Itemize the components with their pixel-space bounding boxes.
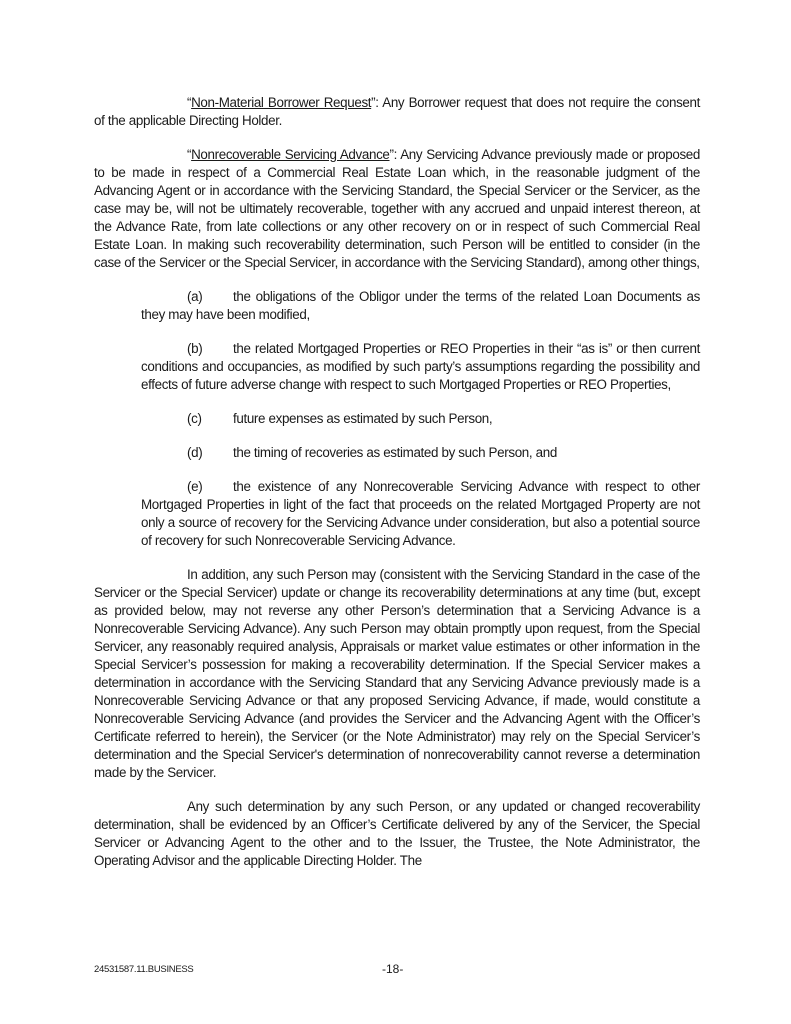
- list-item-label: (d): [187, 445, 203, 460]
- definition-non-material-borrower-request: [94, 94, 700, 130]
- list-item-label: (e): [187, 479, 203, 494]
- list-item-text: the obligations of the Obligor under the terms of the related Loan Documents as they may have been modified,: [141, 289, 700, 322]
- open-quote: “: [187, 147, 192, 162]
- list-item: [141, 478, 700, 550]
- body-paragraph: In addition, any such Person may (consistent with the Servicing Standard in the case of the Servicer or the Special Servicer) update or change its recoverability determinations at any time (but, except as provided below, may not reverse any other Person’s determination that a Servicing Advance is a Nonrecoverable Servicing Advance). Any such Person may obtain promptly upon request, from the Special Servicer, any reasonably required analysis, Appraisals or market value estimates or other information in the Special Servicer’s possession for making a recoverability determination. If the Special Servicer makes a determination in accordance with the Servicing Standard that any Servicing Advance previously made is a Nonrecoverable Servicing Advance or that any proposed Servicing Advance, if made, would constitute a Nonrecoverable Servicing Advance (and provides the Servicer and the Advancing Agent with the Officer’s Certificate referred to herein), the Servicer (or the Note Administrator) may rely on the Special Servicer’s determination and the Special Servicer's determination of nonrecoverability cannot reverse a determination made by the Servicer.: [94, 567, 700, 780]
- document-body: [94, 94, 700, 886]
- list-item-label: (a): [187, 289, 203, 304]
- list-item: [141, 288, 700, 324]
- document-id: 24531587.11.BUSINESS: [94, 964, 194, 975]
- list-item-label: (b): [187, 341, 203, 356]
- list-item: [141, 444, 700, 462]
- defined-term: Non-Material Borrower Request: [191, 95, 372, 110]
- definition-nonrecoverable-servicing-advance: [94, 146, 700, 272]
- close-quote: ”:: [389, 147, 397, 162]
- list-item-text: the existence of any Nonrecoverable Servicing Advance with respect to other Mortgaged Properties in light of the fact that proceeds on the related Mortgaged Property are not only a source of recovery for the Servicing Advance under consideration, but also a potential source of recovery for such Nonrecoverable Servicing Advance.: [141, 479, 700, 548]
- definition-text: Any Servicing Advance previously made or proposed to be made in respect of a Commercial Real Estate Loan which, in the reasonable judgment of the Advancing Agent or in accordance with the Servicing Standard, the Special Servicer or the Servicer, as the case may be, will not be ultimately recoverable, together with any accrued and unpaid interest thereon, at the Advance Rate, from late collections or any other recovery on or in respect of such Commercial Real Estate Loan. In making such recoverability determination, such Person will be entitled to consider (in the case of the Servicer or the Special Servicer, in accordance with the Servicing Standard), among other things,: [94, 147, 700, 270]
- list-item-text: the timing of recoveries as estimated by such Person, and: [233, 445, 557, 460]
- list-item-text: the related Mortgaged Properties or REO Properties in their “as is” or then current conditions and occupancies, as modified by such party’s assumptions regarding the possibility and effects of future adverse change with respect to such Mortgaged Properties or REO Properties,: [141, 341, 700, 392]
- definition-text: Any Borrower request that does not require the consent of the applicable Directing Holder.: [94, 95, 700, 128]
- body-paragraph: Any such determination by any such Person, or any updated or changed recoverability determination, shall be evidenced by an Officer’s Certificate delivered by any of the Servicer, the Special Servicer or Advancing Agent to the other and to the Issuer, the Trustee, the Note Administrator, the Operating Advisor and the applicable Directing Holder. The: [94, 799, 700, 868]
- list-item: [141, 340, 700, 394]
- page-number: -18-: [382, 962, 404, 976]
- defined-term: Nonrecoverable Servicing Advance: [191, 147, 390, 162]
- list-item-label: (c): [187, 411, 202, 426]
- close-quote: ”:: [371, 95, 379, 110]
- list-item-text: future expenses as estimated by such Person,: [233, 411, 493, 426]
- list-item: [141, 410, 700, 428]
- page-footer: [94, 962, 700, 978]
- open-quote: “: [187, 95, 192, 110]
